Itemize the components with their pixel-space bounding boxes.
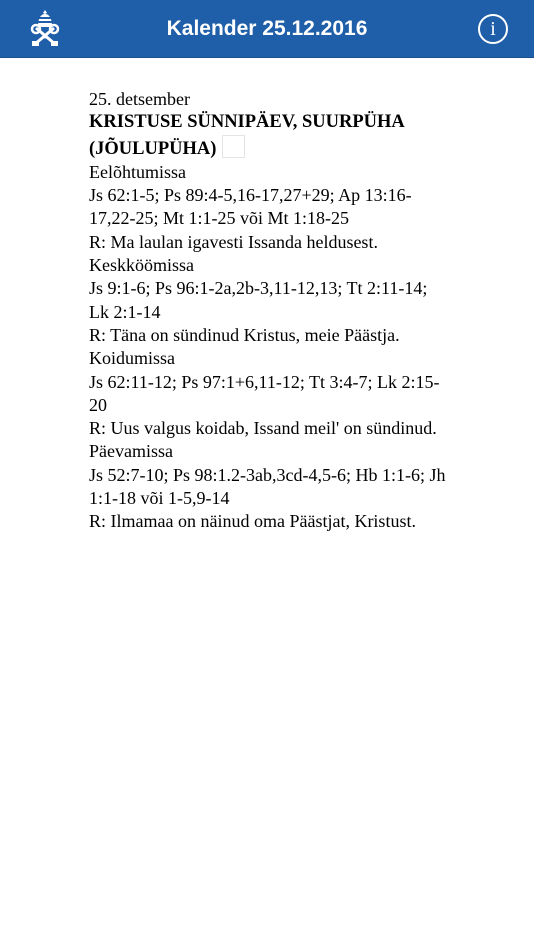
mass-response: R: Ilmamaa on näinud oma Päästjat, Kristust. xyxy=(89,511,416,532)
mass-readings: Js 62:11-12; Ps 97:1+6,11-12; Tt 3:4-7; Lk 2:15-20 xyxy=(89,371,440,415)
mass-response: R: Ma laulan igavesti Issanda heldusest. xyxy=(89,231,378,252)
calendar-entry xyxy=(89,88,449,534)
entry-date: 25. detsember xyxy=(89,89,190,109)
navigation-bar xyxy=(0,0,534,58)
mass-name: Eelõhtumissa xyxy=(89,161,186,182)
page-title: Kalender 25.12.2016 xyxy=(166,17,368,40)
feast-title xyxy=(89,111,449,161)
info-icon[interactable]: i xyxy=(478,14,508,44)
mass-readings: Js 9:1-6; Ps 96:1-2a,2b-3,11-12,13; Tt 2:11-14; Lk 2:1-14 xyxy=(89,278,428,322)
mass-readings: Js 62:1-5; Ps 89:4-5,16-17,27+29; Ap 13:16-17,22-25; Mt 1:1-25 või Mt 1:18-25 xyxy=(89,185,412,229)
mass-name: Päevamissa xyxy=(89,441,173,462)
feast-checkbox[interactable] xyxy=(222,135,245,158)
mass-name: Keskköömissa xyxy=(89,255,194,276)
mass-readings: Js 52:7-10; Ps 98:1.2-3ab,3cd-4,5-6; Hb 1:1-6; Jh 1:1-18 või 1-5,9-14 xyxy=(89,464,446,509)
mass-response: R: Täna on sündinud Kristus, meie Päästja. xyxy=(89,324,400,345)
feast-name: KRISTUSE SÜNNIPÄEV, SUURPÜHA (JÕULUPÜHA) xyxy=(89,112,404,159)
mass-name: Koidumissa xyxy=(89,348,176,369)
mass-response: R: Uus valgus koidab, Issand meil' on sündinud. xyxy=(89,418,437,439)
